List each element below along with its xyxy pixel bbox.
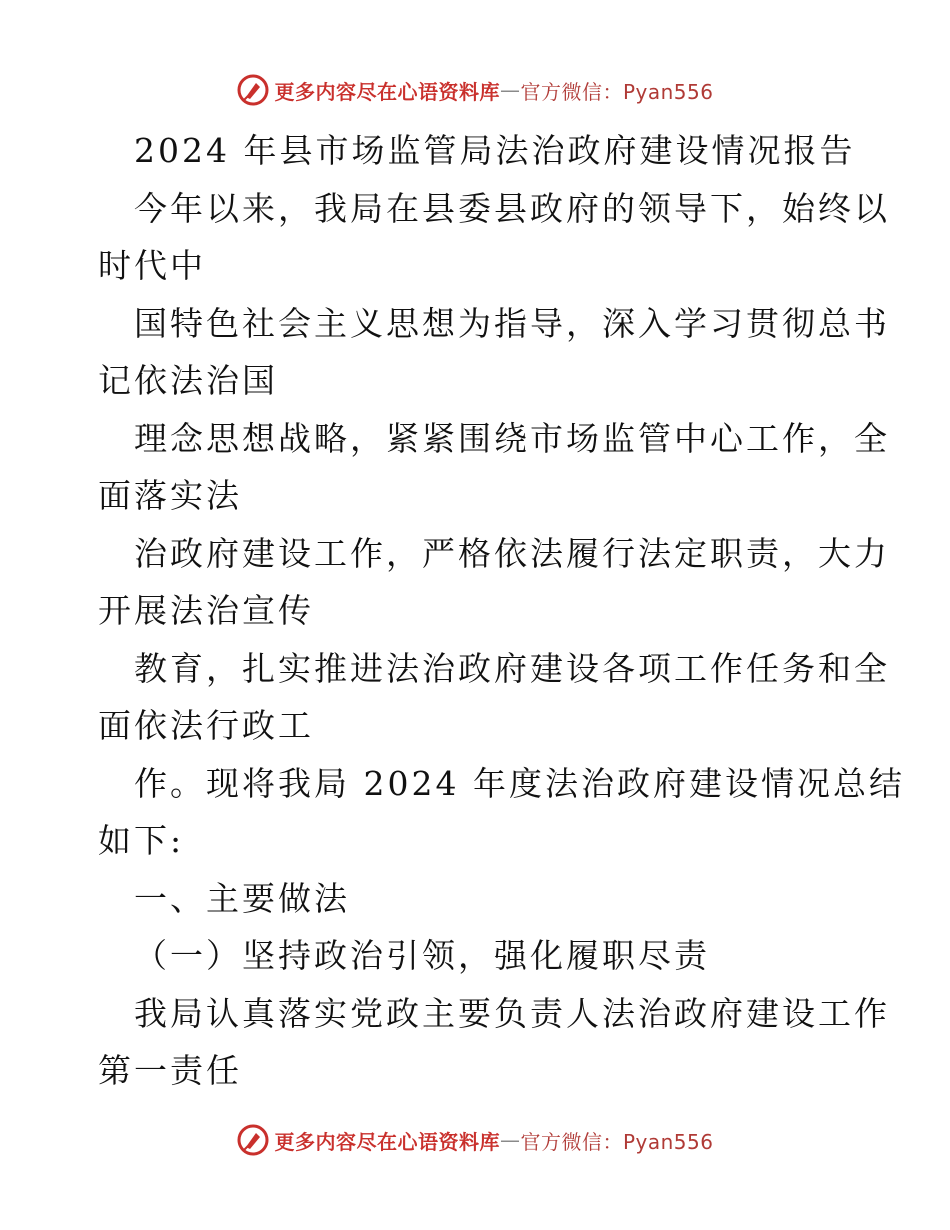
watermark-contact-text: 官方微信：Pyan556 [520,1129,714,1154]
section-heading: 一、主要做法 [134,878,350,918]
paragraph-line: 面落实法 [98,476,242,515]
paragraph-line: 理念思想战略，紧紧围绕市场监管中心工作，全 [134,418,890,458]
watermark-header [0,70,950,110]
watermark-separator: — [499,78,521,102]
paragraph-line: 如下: [98,821,185,860]
paragraph-line: 面依法行政工 [98,706,314,745]
document-body [98,122,905,1100]
pen-nib-logo-icon [236,1123,270,1157]
watermark-contact-text: 官方微信：Pyan556 [520,79,714,104]
paragraph-line: 记依法治国 [98,361,278,400]
watermark-separator: — [499,1128,521,1152]
subsection-heading: （一）坚持政治引领，强化履职尽责 [134,936,710,975]
paragraph-line: 教育，扎实推进法治政府建设各项工作任务和全 [134,648,890,688]
watermark-footer [0,1120,950,1160]
paragraph-line: 开展法治宣传 [98,591,314,630]
watermark-main-text: 更多内容尽在心语资料库 [274,1129,500,1154]
paragraph-line: 时代中 [98,246,206,285]
document-title: 2024 年县市场监管局法治政府建设情况报告 [134,131,856,170]
paragraph-line: 今年以来，我局在县委县政府的领导下，始终以 [134,188,890,228]
watermark-main-text: 更多内容尽在心语资料库 [274,79,500,104]
paragraph-line: 作。现将我局 2024 年度法治政府建设情况总结 [134,763,905,803]
paragraph-line: 治政府建设工作，严格依法履行法定职责，大力 [134,533,890,573]
pen-nib-logo-icon [236,73,270,107]
paragraph-line: 我局认真落实党政主要负责人法治政府建设工作 [134,993,890,1033]
paragraph-line: 国特色社会主义思想为指导，深入学习贯彻总书 [134,303,890,343]
paragraph-line: 第一责任 [98,1051,242,1090]
